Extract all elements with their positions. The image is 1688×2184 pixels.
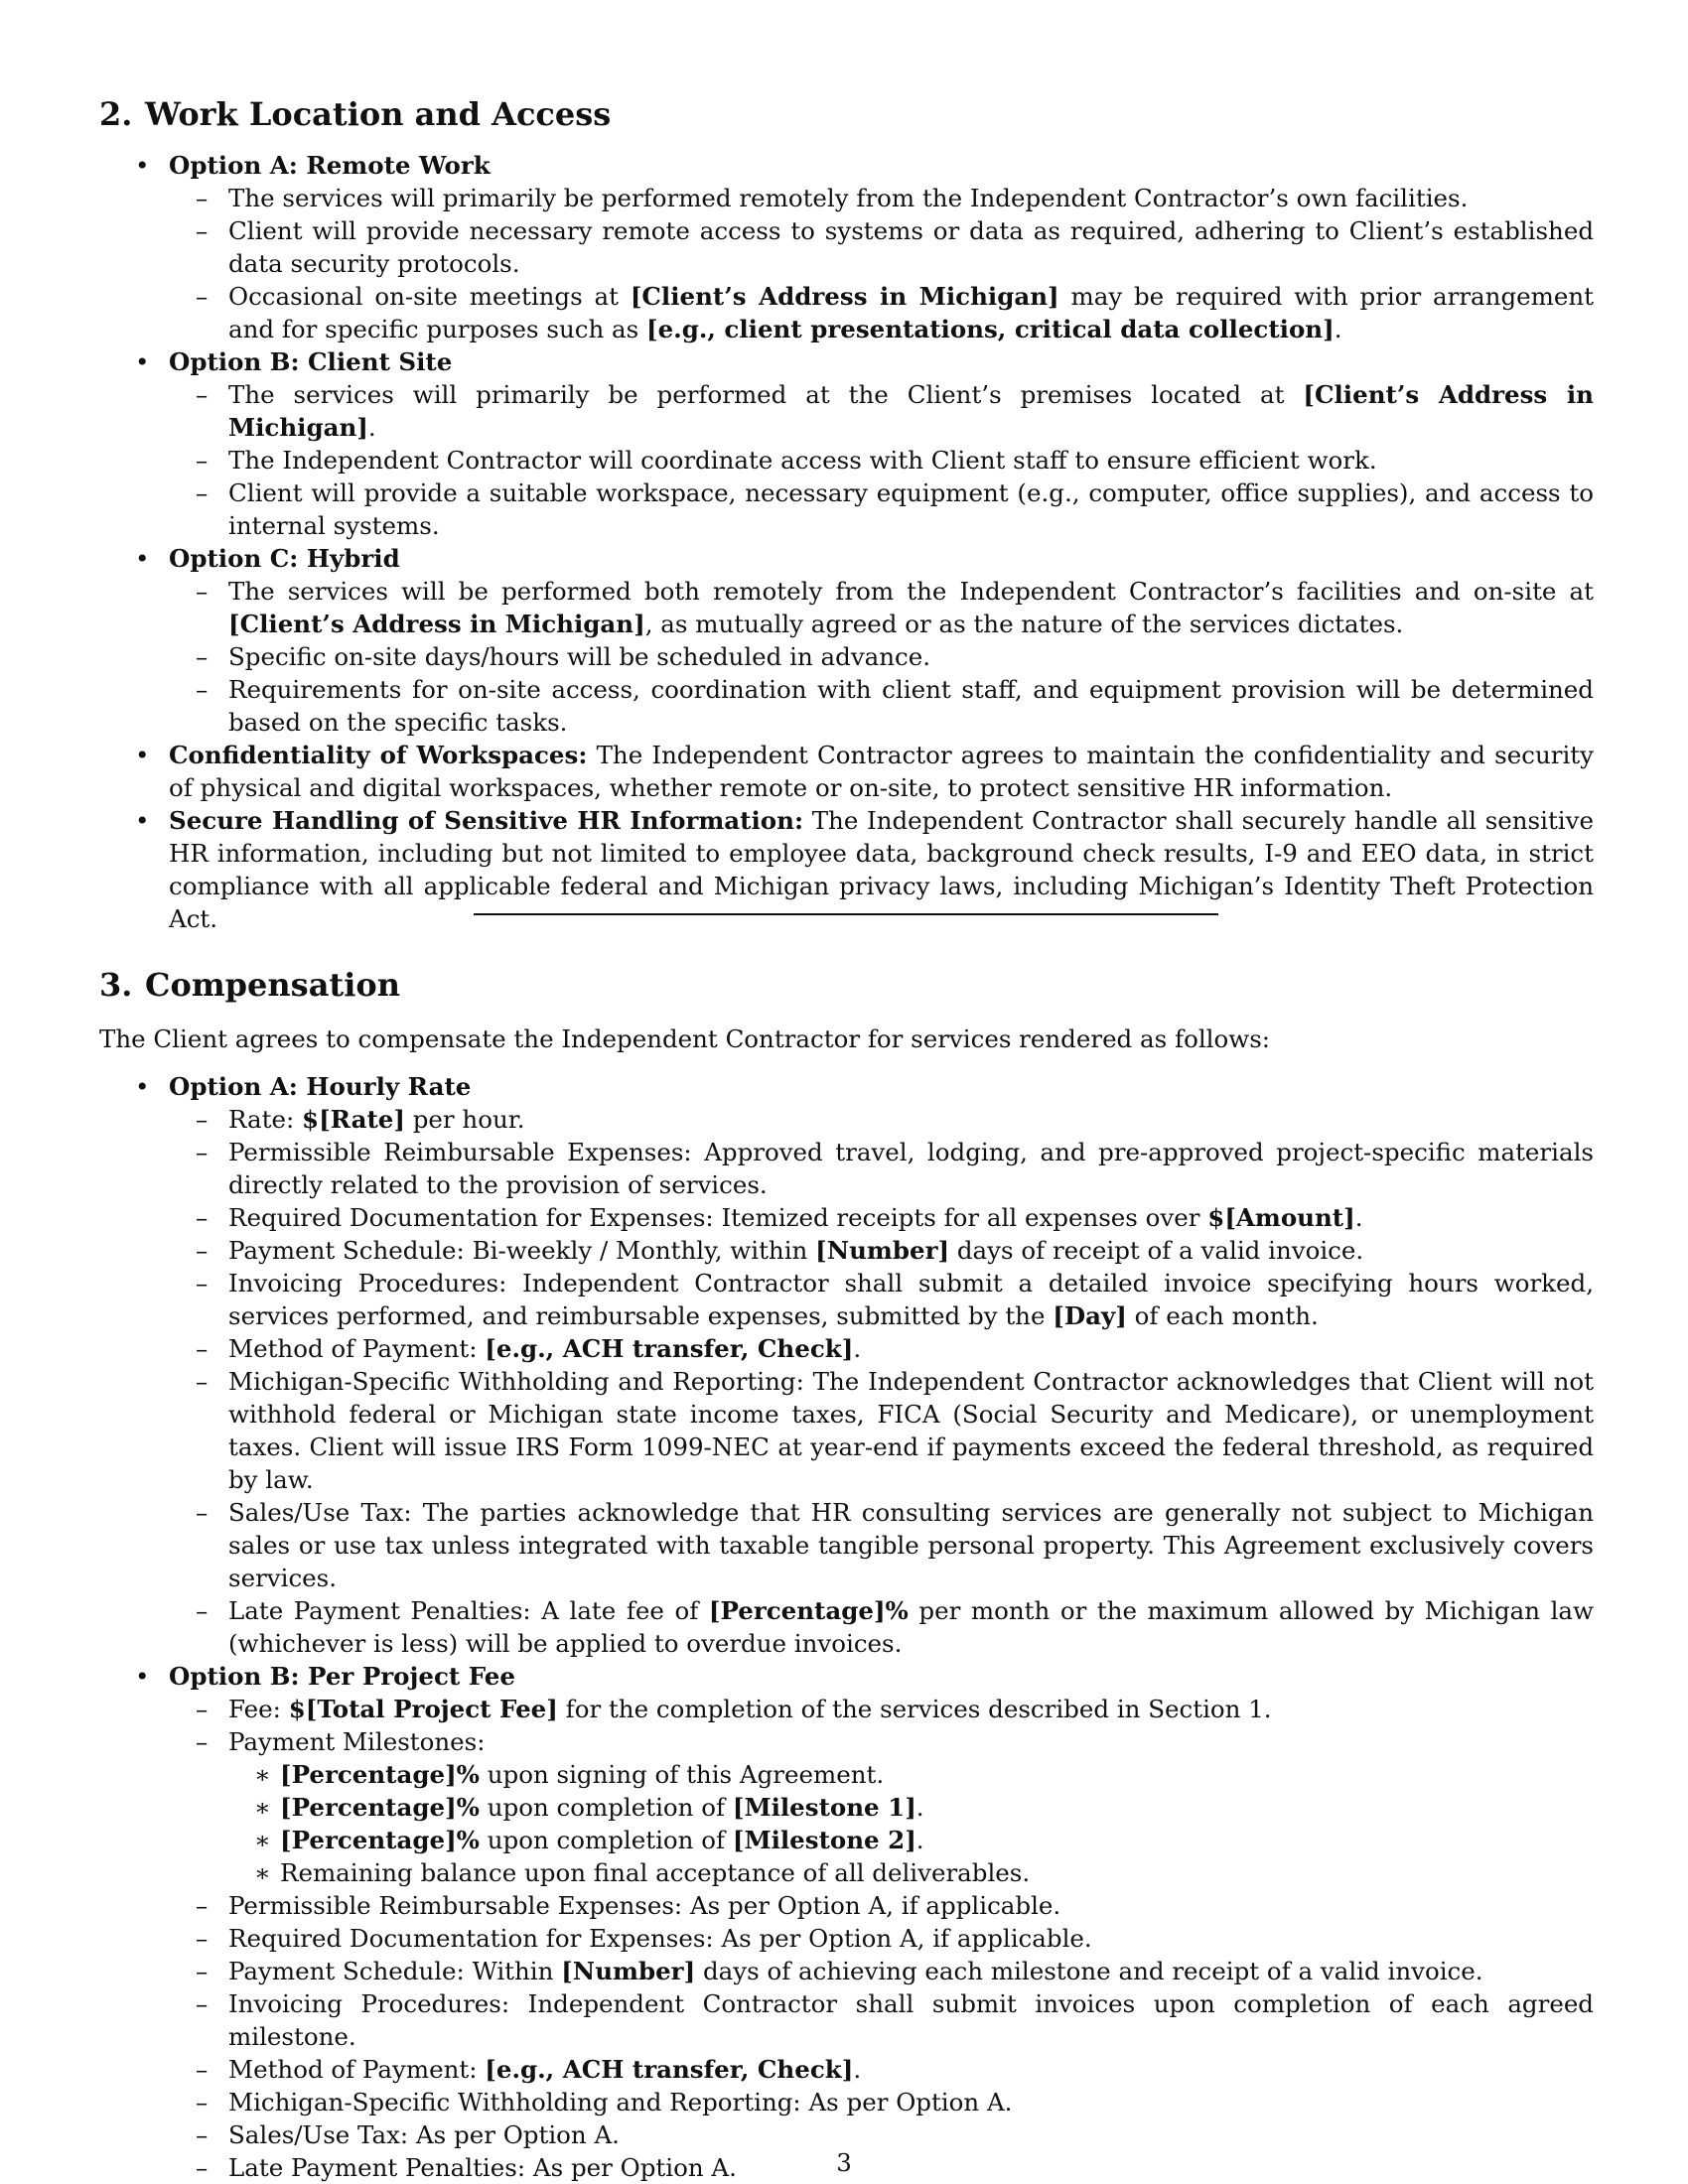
- list-item: – Requirements for on-site access, coordination with client staff, and equipment provision will be determined based on the specific tasks.: [196, 675, 1594, 737]
- section-2-heading: 2. Work Location and Access: [99, 95, 612, 133]
- list-item: – The services will primarily be performed at the Client’s premises located at [Client’s Address in Michigan].: [196, 380, 1594, 442]
- list-item: – Sales/Use Tax: As per Option A.: [196, 2120, 620, 2149]
- list-item: – Client will provide a suitable workspace, necessary equipment (e.g., computer, office supplies), and access to internal systems.: [196, 478, 1594, 540]
- section-divider: [474, 913, 1218, 915]
- secure-handling-clause: • Secure Handling of Sensitive HR Information: The Independent Contractor shall securely handle all sensitive HR information, including but not limited to employee data, background check results, I-9 and EEO data, in strict compliance with all applicable federal and Michigan privacy laws, including Michigan’s Identity Theft Protection Act.: [135, 806, 1594, 933]
- list-item: – The services will primarily be performed remotely from the Independent Contractor’s own facilities.: [196, 184, 1469, 212]
- list-item: – Late Payment Penalties: As per Option A.: [196, 2153, 737, 2182]
- list-item: – The Independent Contractor will coordinate access with Client staff to ensure efficient work.: [196, 446, 1377, 475]
- section-3-body: [99, 1070, 1594, 2184]
- list-item: – Payment Schedule: Within [Number] days of achieving each milestone and receipt of a valid invoice.: [196, 1957, 1483, 1985]
- list-item: – Invoicing Procedures: Independent Contractor shall submit invoices upon completion of each agreed milestone.: [196, 1989, 1594, 2051]
- option-b-project-fee: • Option B: Per Project Fee – Fee: $[Total Project Fee] for the completion of the services described in Section 1. – Payment Milestones: ∗ [Percentage]% upon signing of this Agreement. ∗ [Percentage]% upon completion of [Milestone 1]. ∗ [Percentage]% upon completion of [Milestone 2]. ∗ Remaining balance upon final acceptance of all deliverables. – Permissible Reimbursable Expenses: As per Option A, if applicable. – Required Documentation for Expenses: As per Option A, if applicable. – Payment Schedule: Within [Number] days of achieving each milestone and receipt of a valid invoice. – Invoicing Procedures: Independent Contractor shall submit invoices upon completion of each agreed milestone. – Method of Payment: [e.g., ACH transfer, Check]. – Michigan-Specific Withholding and Reporting: As per Option A. – Sales/Use Tax: As per Option A. – Late Payment Penalties: As per Option A.: [135, 1662, 1594, 2182]
- list-item: – Required Documentation for Expenses: As per Option A, if applicable.: [196, 1924, 1092, 1953]
- list-item: – Specific on-site days/hours will be scheduled in advance.: [196, 642, 931, 671]
- list-item: – Permissible Reimbursable Expenses: Approved travel, lodging, and pre-approved project-specific materials directly related to the provision of services.: [196, 1138, 1594, 1199]
- milestone-item: ∗ [Percentage]% upon completion of [Milestone 1].: [254, 1793, 924, 1822]
- list-item: – Permissible Reimbursable Expenses: As per Option A, if applicable.: [196, 1891, 1061, 1920]
- list-item: – The services will be performed both remotely from the Independent Contractor’s facilities and on-site at [Client’s Address in Michigan], as mutually agreed or as the nature of the services dictates.: [196, 577, 1594, 638]
- list-item: – Rate: $[Rate] per hour.: [196, 1105, 525, 1134]
- section-3-heading: 3. Compensation: [99, 966, 400, 1004]
- list-item: – Invoicing Procedures: Independent Contractor shall submit a detailed invoice specifying hours worked, services performed, and reimbursable expenses, submitted by the [Day] of each month.: [196, 1269, 1594, 1330]
- option-a-hourly: • Option A: Hourly Rate – Rate: $[Rate] per hour. – Permissible Reimbursable Expenses: Approved travel, lodging, and pre-approved project-specific materials directly related to the provision of services. – Required Documentation for Expenses: Itemized receipts for all expenses over $[Amount]. – Payment Schedule: Bi-weekly / Monthly, within [Number] days of receipt of a valid invoice. – Invoicing Procedures: Independent Contractor shall submit a detailed invoice specifying hours worked, services performed, and reimbursable expenses, submitted by the [Day] of each month. – Method of Payment: [e.g., ACH transfer, Check]. – Michigan-Specific Withholding and Reporting: The Independent Contractor acknowledges that Client will not withhold federal or Michigan state income taxes, FICA (Social Security and Medicare), or unemployment taxes. Client will issue IRS Form 1099-NEC at year-end if payments exceed the federal threshold, as required by law. – Sales/Use Tax: The parties acknowledge that HR consulting services are generally not subject to Michigan sales or use tax unless integrated with taxable tangible personal property. This Agreement exclusively covers services. – Late Payment Penalties: A late fee of [Percentage]% per month or the maximum allowed by Michigan law (whichever is less) will be applied to overdue invoices.: [135, 1072, 1594, 1658]
- milestone-item: ∗ Remaining balance upon final acceptance of all deliverables.: [254, 1858, 1031, 1887]
- confidentiality-clause: • Confidentiality of Workspaces: The Independent Contractor agrees to maintain the confidentiality and security of physical and digital workspaces, whether remote or on-site, to protect sensitive HR information.: [135, 741, 1594, 802]
- list-item: – Payment Schedule: Bi-weekly / Monthly, within [Number] days of receipt of a valid invoice.: [196, 1236, 1364, 1265]
- list-item: – Method of Payment: [e.g., ACH transfer, Check].: [196, 1334, 862, 1363]
- list-item: – Occasional on-site meetings at [Client’s Address in Michigan] may be required with prior arrangement and for specific purposes such as [e.g., client presentations, critical data collection].: [196, 282, 1594, 343]
- option-a-remote: • Option A: Remote Work – The services will primarily be performed remotely from the Independent Contractor’s own facilities. – Client will provide necessary remote access to systems or data as required, adhering to Client’s established data security protocols. – Occasional on-site meetings at [Client’s Address in Michigan] may be required with prior arrangement and for specific purposes such as [e.g., client presentations, critical data collection].: [135, 151, 1594, 343]
- compensation-intro: The Client agrees to compensate the Independent Contractor for services rendered as follows:: [99, 1024, 1271, 1053]
- milestone-item: ∗ [Percentage]% upon signing of this Agreement.: [254, 1760, 885, 1789]
- list-item: – Fee: $[Total Project Fee] for the completion of the services described in Section 1.: [196, 1695, 1272, 1723]
- list-item: – Late Payment Penalties: A late fee of [Percentage]% per month or the maximum allowed by Michigan law (whichever is less) will be applied to overdue invoices.: [196, 1596, 1594, 1658]
- list-item: – Method of Payment: [e.g., ACH transfer, Check].: [196, 2055, 862, 2084]
- page-number: 3: [836, 2148, 852, 2177]
- list-item: – Michigan-Specific Withholding and Reporting: As per Option A.: [196, 2088, 1013, 2116]
- list-item: – Required Documentation for Expenses: Itemized receipts for all expenses over $[Amount].: [196, 1203, 1363, 1232]
- list-item: – Michigan-Specific Withholding and Reporting: The Independent Contractor acknowledges that Client will not withhold federal or Michigan state income taxes, FICA (Social Security and Medicare), or unemployment taxes. Client will issue IRS Form 1099-NEC at year-end if payments exceed the federal threshold, as required by law.: [196, 1367, 1594, 1494]
- section-2-body: [99, 149, 1594, 935]
- milestone-item: ∗ [Percentage]% upon completion of [Milestone 2].: [254, 1826, 924, 1854]
- option-b-client-site: • Option B: Client Site – The services will primarily be performed at the Client’s premises located at [Client’s Address in Michigan]. – The Independent Contractor will coordinate access with Client staff to ensure efficient work. – Client will provide a suitable workspace, necessary equipment (e.g., computer, office supplies), and access to internal systems.: [135, 347, 1594, 540]
- list-item: – Client will provide necessary remote access to systems or data as required, adhering to Client’s established data security protocols.: [196, 216, 1594, 278]
- option-c-hybrid: • Option C: Hybrid – The services will be performed both remotely from the Independent Contractor’s facilities and on-site at [Client’s Address in Michigan], as mutually agreed or as the nature of the services dictates. – Specific on-site days/hours will be scheduled in advance. – Requirements for on-site access, coordination with client staff, and equipment provision will be determined based on the specific tasks.: [135, 544, 1594, 737]
- list-item: – Sales/Use Tax: The parties acknowledge that HR consulting services are generally not subject to Michigan sales or use tax unless integrated with taxable tangible personal property. This Agreement exclusively covers services.: [196, 1498, 1594, 1592]
- payment-milestones: – Payment Milestones: ∗ [Percentage]% upon signing of this Agreement. ∗ [Percentage]% upon completion of [Milestone 1]. ∗ [Percentage]% upon completion of [Milestone 2]. ∗ Remaining balance upon final acceptance of all deliverables.: [169, 1725, 1594, 1889]
